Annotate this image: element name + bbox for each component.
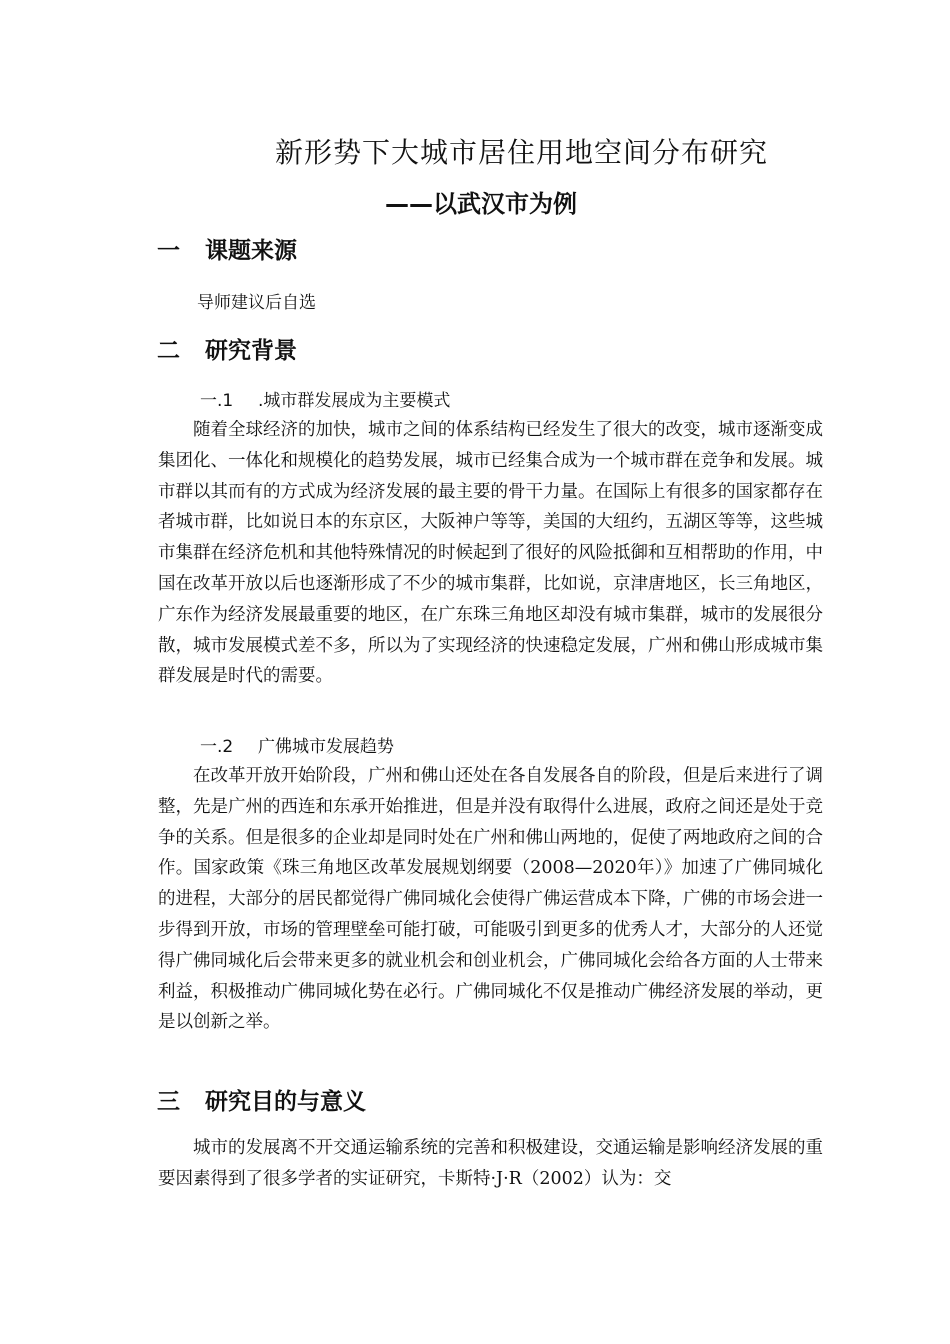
subsection-heading-2-2 [200,732,600,757]
section-number: 一 [157,238,180,264]
subsection-number: 一.1 [200,391,234,411]
subsection-title: 广佛城市发展趋势 [258,737,394,757]
section-text: 导师建议后自选 [197,293,316,313]
section-title: 研究背景 [205,338,297,364]
section-heading-2 [157,332,657,366]
document-subtitle: ——以武汉市为例 [385,190,577,218]
section-heading-3 [157,1083,657,1117]
section-title: 研究目的与意义 [205,1089,366,1115]
subsection-title: .城市群发展成为主要模式 [258,391,451,411]
section-heading-1 [157,232,657,266]
document-title: 新形势下大城市居住用地空间分布研究 [275,136,769,169]
section-title: 课题来源 [205,238,297,264]
section-number: 二 [157,338,180,364]
subsection-heading-2-1 [200,386,600,411]
body-paragraph: 城市的发展离不开交通运输系统的完善和积极建设，交通运输是影响经济发展的重要因素得到了很多学者的实证研究，卡斯特·J·R（2002）认为：交 [158,1138,823,1189]
body-paragraph: 在改革开放开始阶段，广州和佛山还处在各自发展各自的阶段，但是后来进行了调整，先是广州的西连和东承开始推进，但是并没有取得什么进展，政府之间还是处于竞争的关系。但是很多的企业却是同时处在广州和佛山两地的，促使了两地政府之间的合作。国家政策《珠三角地区改革发展规划纲要（2008—2020年）》加速了广佛同城化的进程，大部分的居民都觉得广佛同城化会使得广佛运营成本下降，广佛的市场会进一步得到开放，市场的管理壁垒可能打破，可能吸引到更多的优秀人才，大部分的人还觉得广佛同城化后会带来更多的就业机会和创业机会，广佛同城化会给各方面的人士带来利益，积极推动广佛同城化势在必行。广佛同城化不仅是推动广佛经济发展的举动，更是以创新之举。 [158,766,823,1033]
subsection-number: 一.2 [200,737,234,757]
body-paragraph: 随着全球经济的加快，城市之间的体系结构已经发生了很大的改变，城市逐渐变成集团化、一体化和规模化的趋势发展，城市已经集合成为一个城市群在竞争和发展。城市群以其而有的方式成为经济发展的最主要的骨干力量。在国际上有很多的国家都存在者城市群，比如说日本的东京区，大阪神户等等，美国的大纽约，五湖区等等，这些城市集群在经济危机和其他特殊情况的时候起到了很好的风险抵御和互相帮助的作用，中国在改革开放以后也逐渐形成了不少的城市集群，比如说，京津唐地区，长三角地区，广东作为经济发展最重要的地区，在广东珠三角地区却没有城市集群，城市的发展很分散，城市发展模式差不多，所以为了实现经济的快速稳定发展，广州和佛山形成城市集群发展是时代的需要。 [158,420,823,687]
section-number: 三 [157,1089,180,1115]
